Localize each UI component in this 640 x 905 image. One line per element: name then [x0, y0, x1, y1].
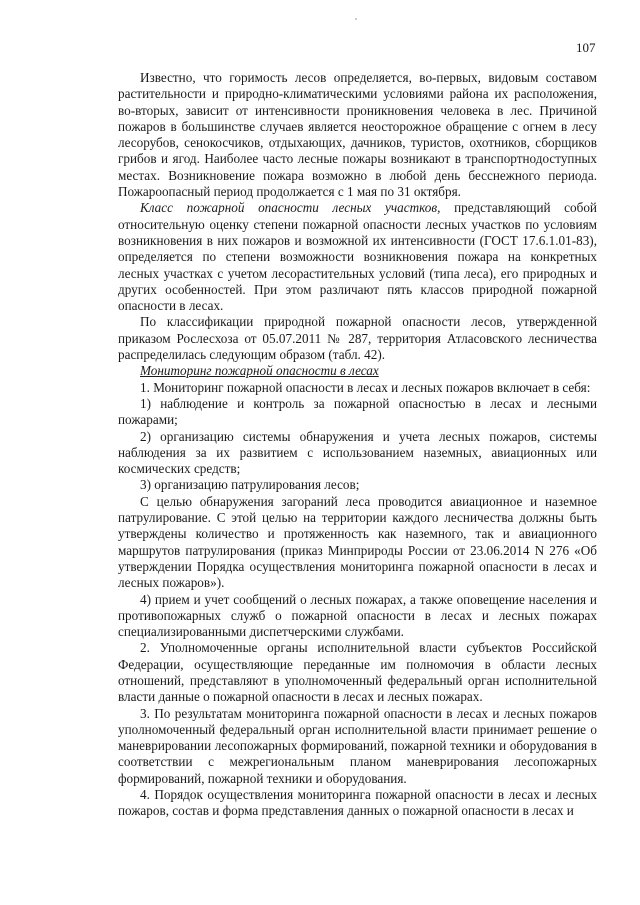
page-number: 107	[576, 40, 596, 55]
paragraph-monitoring-includes: 1. Мониторинг пожарной опасности в лесах и лесных пожаров включает в себя:	[140, 379, 591, 395]
page-body	[118, 70, 597, 820]
paragraph-regional-authorities: 2. Уполномоченные органы исполнительной власти субъектов Российской Федерации, осуществляющие переданные им полномочия в области лесных отношений, представляют в уполномоченный федеральный орган исполнительной власти данные о пожарной опасности в лесах и лесных пожарах.	[118, 640, 597, 705]
paragraph-forest-fire-causes: Известно, что горимость лесов определяется, во-первых, видовым составом растительности и природно-климатическими условиями района их расположения, во-вторых, зависит от интенсивности проникновения человека в лес. Причиной пожаров в большинстве случаев является неосторожное обращение с огнем в лесу лесорубов, сенокосчиков, отдыхающих, дачников, туристов, охотников, сборщиков грибов и ягод. Наиболее часто лесные пожары возникают в транспортнодоступных местах. Возникновение пожара возможно в любой день бесснежного периода. Пожароопасный период продолжается с 1 мая по 31 октября.	[118, 70, 597, 200]
paragraph-procedure: 4. Порядок осуществления мониторинга пожарной опасности в лесах и лесных пожаров, состав и форма представления данных о пожарной опасности в лесах и	[118, 787, 597, 819]
list-item-3: 3) организацию патрулирования лесов;	[140, 477, 360, 493]
list-item-4: 4) прием и учет сообщений о лесных пожарах, а также оповещение населения и противопожарных служб о пожарной опасности в лесах и лесных пожарах специализированными диспетчерскими службами.	[118, 591, 597, 640]
list-item-2: 2) организацию системы обнаружения и учета лесных пожаров, системы наблюдения за их развитием с использованием наземных, авиационных или космических средств;	[118, 428, 597, 477]
term-fire-hazard-class: Класс пожарной опасности лесных участков,	[140, 200, 441, 216]
list-item-1: 1) наблюдение и контроль за пожарной опасностью в лесах и лесными пожарами;	[118, 395, 597, 428]
section-heading	[118, 363, 597, 379]
paragraph-fire-hazard-class-text: представляющий собой относительную оценку степени пожарной опасности лесных участков по условиям возникновения в них пожаров и возможной их интенсивности (ГОСТ 17.6.1.01-83), определяется по степени возможности возникновения пожара на конкретных лесных участках с учетом лесорастительных условий (типа леса), его природных и других особенностей. При этом различают пять классов природной пожарной опасности в лесах.	[118, 200, 597, 314]
heading-monitoring: Мониторинг пожарной опасности в лесах	[140, 363, 379, 379]
paragraph-fire-hazard-class	[118, 200, 597, 314]
paragraph-classification: По классификации природной пожарной опасности лесов, утвержденной приказом Рослесхоза от 05.07.2011 № 287, территория Атласовского лесничества распределилась следующим образом (табл. 42).	[118, 314, 597, 363]
paragraph-patrolling: С целью обнаружения загораний леса проводится авиационное и наземное патрулирование. С этой целью на территории каждого лесничества должны быть утверждены количество и протяженность как наземного, так и авиационного маршрутов патрулирования (приказ Минприроды России от 23.06.2014 N 276 «Об утверждении Порядка осуществления мониторинга пожарной опасности в лесах и лесных пожаров»).	[118, 493, 597, 591]
paragraph-federal-decision: 3. По результатам мониторинга пожарной опасности в лесах и лесных пожаров уполномоченный федеральный орган исполнительной власти принимает решение о маневрировании лесопожарных формирований, пожарной техники и оборудования в соответствии с межрегиональным планом маневрирования лесопожарных формирований, пожарной техники и оборудования.	[118, 705, 597, 786]
scan-artifact	[355, 18, 357, 20]
